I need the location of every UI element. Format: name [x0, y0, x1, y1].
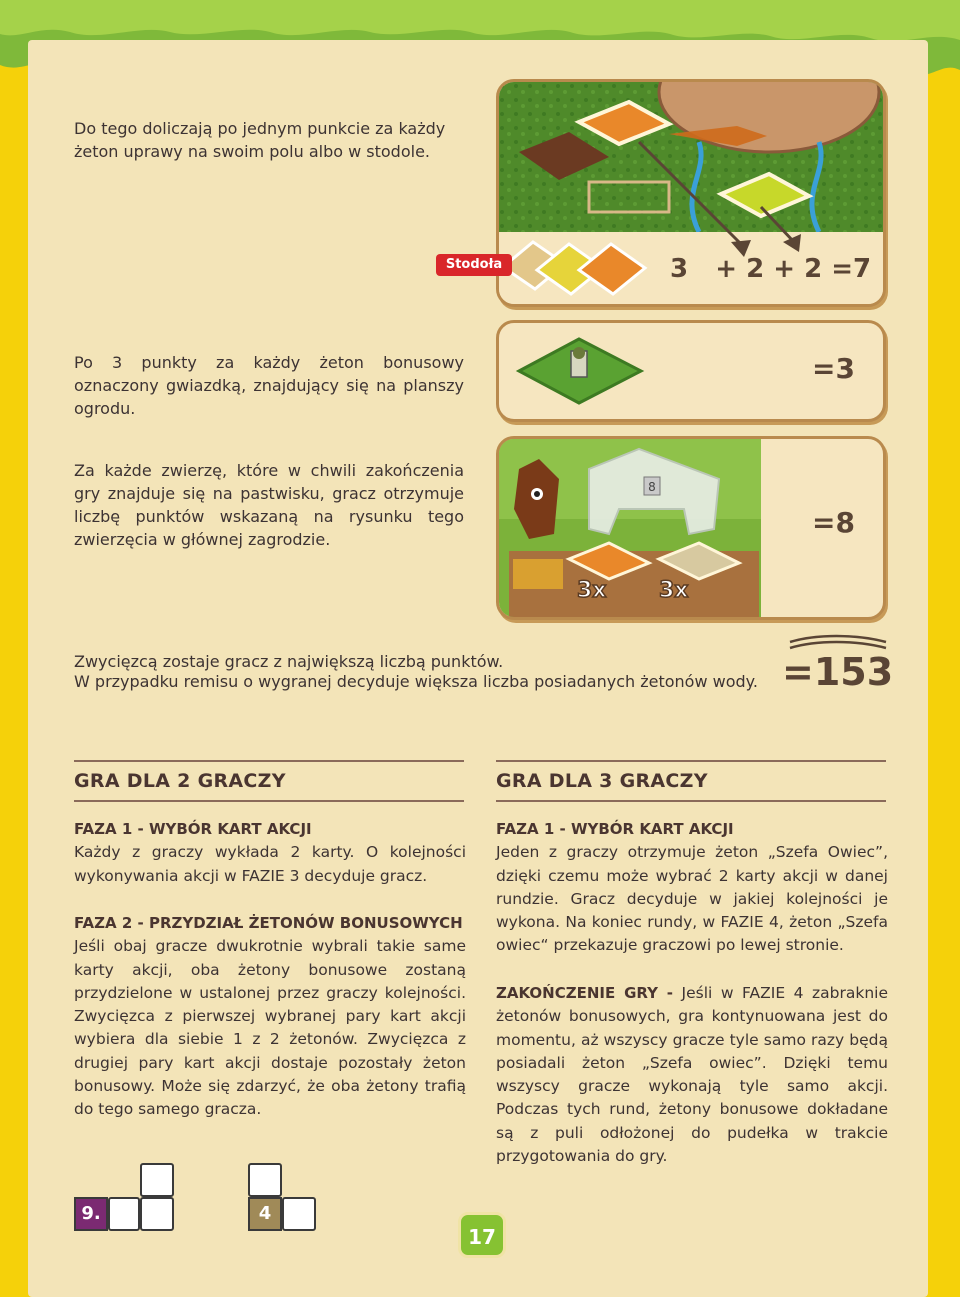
- shape-box: [108, 1197, 140, 1231]
- rule-top-3p: [496, 760, 886, 762]
- page-number: 17: [458, 1212, 506, 1258]
- animal-scoring-text: Za każde zwierzę, które w chwili zakończenia gry znajduje się na pastwisku, gracz otrzymuje liczbę punktów wskazaną na rysunku tego zwierzęcia w głównej zagrodzie.: [74, 461, 464, 549]
- bonus-result: =3: [812, 352, 855, 385]
- two-player-phase1: [74, 818, 466, 888]
- two-player-heading: GRA DLA 2 GRACZY: [74, 770, 286, 792]
- animal-result: =8: [812, 506, 855, 539]
- end-game-title: ZAKOŃCZENIE GRY -: [496, 984, 674, 1002]
- shape-box: [140, 1197, 174, 1231]
- rule-bottom-2p: [74, 800, 464, 802]
- multiplier-left: 3x: [577, 578, 607, 603]
- two-player-phase2-title: FAZA 2 - PRZYDZIAŁ ŻETONÓW BONUSOWYCH: [74, 914, 463, 932]
- end-game-text: Jeśli w FAZIE 4 zabraknie żetonów bonusowych, gra kontynuowana jest do momentu, aż wszyscy gracze tyle samo razy będą posiadali żeton „Szefa owiec”. Dzięki temu wszyscy gracze wykonają tyle samo akcji. Podczas tych rund, żetony bonusowe dokładane są z puli odłożonej do pudełka w trakcie przygotowania do gry.: [496, 984, 889, 1166]
- multiplier-right: 3x: [659, 578, 689, 603]
- two-player-phase1-text: Każdy z graczy wykłada 2 karty. O kolejności wykonywania akcji w FAZIE 3 decyduje gracz.: [74, 843, 466, 885]
- shape-box: [282, 1197, 316, 1231]
- two-player-phase2: [74, 912, 466, 1122]
- shape-box: [248, 1163, 282, 1197]
- rule-top-2p: [74, 760, 464, 762]
- step-number-badge: 9.: [74, 1197, 108, 1231]
- shape-box: [140, 1163, 174, 1197]
- three-player-end: [496, 982, 888, 1168]
- three-player-phase1: [496, 818, 888, 958]
- three-player-phase1-text: Jeden z graczy otrzymuje żeton „Szefa Owiec”, dzięki czemu może wybrać 2 karty akcji w danej rundzie. Gracz decyduje w jakiej kolejności je wykona. Na koniec rundy, w FAZIE 4, żeton „Szefa owiec“ przekazuje graczowi po lewej stronie.: [496, 843, 888, 955]
- bonus-scoring-text: Po 3 punkty za każdy żeton bonusowy oznaczony gwiazdką, znajdujący się na planszy ogrodu.: [74, 353, 464, 418]
- stodola-badge: Stodoła: [436, 254, 512, 276]
- animal-value-label: 8: [648, 480, 656, 494]
- three-player-phase1-title: FAZA 1 - WYBÓR KART AKCJI: [496, 820, 734, 838]
- crops-formula: 3 + 2 + 2 =7: [670, 254, 872, 284]
- winner-text: Zwycięzcą zostaje gracz z największą liczbą punktów.: [74, 652, 504, 671]
- tiebreak-text: W przypadku remisu o wygranej decyduje większa liczba posiadanych żetonów wody.: [74, 672, 758, 691]
- rule-bottom-3p: [496, 800, 886, 802]
- tile-number-badge: 4: [248, 1197, 282, 1231]
- total-score: =153: [782, 650, 894, 694]
- three-player-heading: GRA DLA 3 GRACZY: [496, 770, 708, 792]
- pasture-illustration: [499, 439, 761, 617]
- crops-scoring-text: Do tego doliczają po jednym punkcie za każdy żeton uprawy na swoim polu albo w stodole.: [74, 119, 446, 161]
- total-underline-stroke: [786, 630, 890, 652]
- two-player-phase1-title: FAZA 1 - WYBÓR KART AKCJI: [74, 820, 312, 838]
- two-player-phase2-text: Jeśli obaj gracze dwukrotnie wybrali takie same karty akcji, oba żetony bonusowe zostaną przydzielone w ustalonej przez graczy kolejności. Zwycięzca z pierwszej wybranej pary kart akcji wybiera dla siebie 1 z 2 żetonów. Zwycięzca z drugiej pary kart akcji dostaje pozostały żeton bonusowy. Może się zdarzyć, że oba żetony trafią do tego samego gracza.: [74, 937, 466, 1119]
